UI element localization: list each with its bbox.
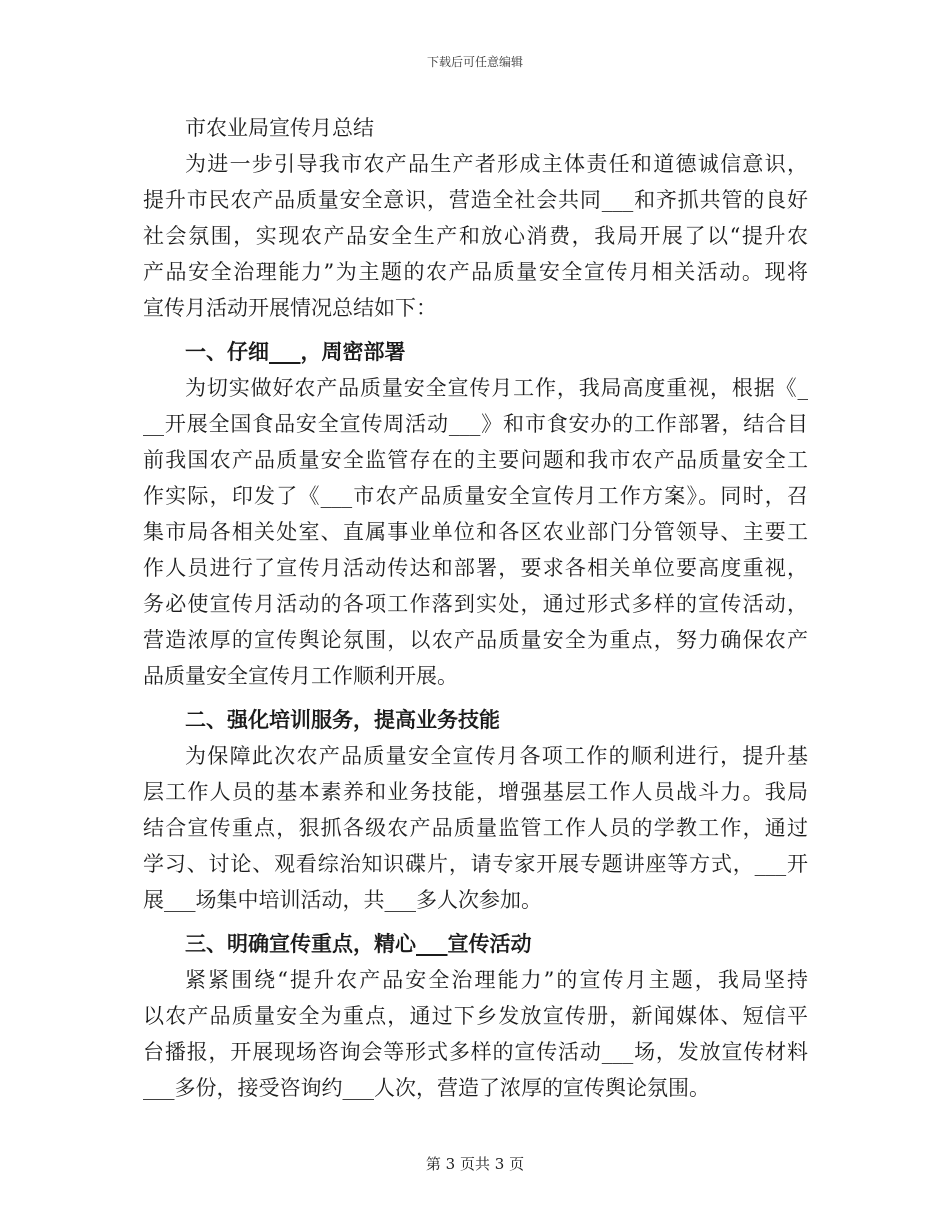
paragraph-line: 作实际，印发了《___市农产品质量安全宣传月工作方案》。同时，召 — [143, 484, 808, 508]
paragraph-line: 社会氛围，实现农产品安全生产和放心消费，我局开展了以“提升农 — [143, 224, 808, 248]
page-number-footer: 第 3 页共 3 页 — [425, 1155, 525, 1173]
paragraph-line: 台播报，开展现场咨询会等形式多样的宣传活动___场，发放宣传材料 — [143, 1040, 808, 1064]
section-1-paragraph — [143, 370, 808, 694]
paragraph-line: 层工作人员的基本素养和业务技能，增强基层工作人员战斗力。我局 — [143, 780, 808, 804]
paragraph-line: 集市局各相关处室、直属事业单位和各区农业部门分管领导、主要工 — [143, 520, 808, 544]
paragraph-line: 紧紧围绕“提升农产品安全治理能力”的宣传月主题，我局坚持 — [185, 968, 808, 992]
paragraph-line: 提升市民农产品质量安全意识，营造全社会共同___和齐抓共管的良好 — [143, 188, 808, 212]
paragraph-line: 学习、讨论、观看综治知识碟片，请专家开展专题讲座等方式，___开 — [143, 852, 808, 876]
paragraph-line: 作人员进行了宣传月活动传达和部署，要求各相关单位要高度重视， — [143, 556, 808, 580]
section-3-paragraph — [143, 962, 808, 1106]
page-header-note: 下载后可任意编辑 — [426, 55, 523, 69]
section-2-paragraph — [143, 738, 808, 918]
document-title: 市农业局宣传月总结 — [185, 116, 374, 140]
paragraph-line: 产品安全治理能力”为主题的农产品质量安全宣传月相关活动。现将 — [143, 260, 808, 284]
section-heading-1: 一、仔细___，周密部署 — [185, 339, 406, 364]
paragraph-line: 展___场集中培训活动，共___多人次参加。 — [143, 888, 542, 912]
paragraph-line: 务必使宣传月活动的各项工作落到实处，通过形式多样的宣传活动， — [143, 592, 808, 616]
paragraph-line: 结合宣传重点，狠抓各级农产品质量监管工作人员的学教工作，通过 — [143, 816, 808, 840]
document-body — [143, 110, 808, 1106]
intro-paragraph — [143, 146, 808, 326]
paragraph-line: 品质量安全宣传月工作顺利开展。 — [143, 664, 458, 688]
paragraph-line: 营造浓厚的宣传舆论氛围，以农产品质量安全为重点，努力确保农产 — [143, 628, 808, 652]
paragraph-line: ___多份，接受咨询约___人次，营造了浓厚的宣传舆论氛围。 — [143, 1076, 710, 1100]
section-heading-3: 三、明确宣传重点，精心___宣传活动 — [185, 931, 532, 956]
paragraph-line: 为保障此次农产品质量安全宣传月各项工作的顺利进行，提升基 — [185, 744, 808, 768]
paragraph-line: __开展全国食品安全宣传周活动___》和市食安办的工作部署，结合目 — [143, 412, 808, 436]
paragraph-line: 为进一步引导我市农产品生产者形成主体责任和道德诚信意识， — [185, 152, 808, 176]
paragraph-line: 为切实做好农产品质量安全宣传月工作，我局高度重视，根据《_ — [185, 376, 808, 400]
section-heading-2: 二、强化培训服务，提高业务技能 — [185, 707, 500, 732]
paragraph-line: 宣传月活动开展情况总结如下： — [143, 296, 437, 320]
paragraph-line: 前我国农产品质量安全监管存在的主要问题和我市农产品质量安全工 — [143, 448, 808, 472]
paragraph-line: 以农产品质量安全为重点，通过下乡发放宣传册，新闻媒体、短信平 — [143, 1004, 808, 1028]
